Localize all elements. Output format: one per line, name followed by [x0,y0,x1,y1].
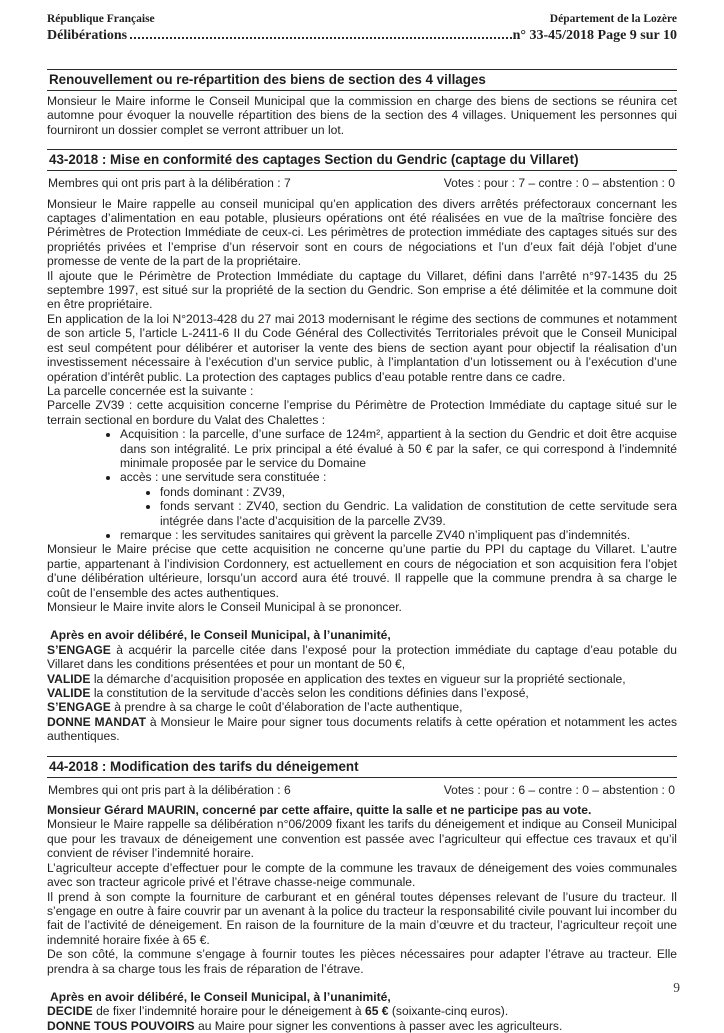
paragraph: Il prend à son compte la fourniture de carburant et en général toutes dépenses relevant de l’usure du tracteur. Il s’engage en outre à faire couvrir par un avenant à la police du tracteur la responsabilité civile pouvant lui incomber du fait de l’activité de déneigement. En raison de la fourniture de la main d’œuvre et du tracteur, l’agriculteur reçoit une indemnité horaire fixée à 65 €. [47,889,677,947]
decision-text: la constitution de la servitude d’accès selon les conditions définies dans l’exposé, [90,686,529,701]
paragraph: La parcelle concernée est la suivante : [47,383,254,398]
bullet-list [47,427,677,542]
paragraph: De son côté, la commune s’engage à fournir toutes les pièces nécessaires pour adapter l’étrave au tracteur. Elle prendra à sa charge tous les frais de réparation de l’étrave. [47,947,677,976]
decision-text: la démarche d’acquisition proposée en application des textes en vigueur sur la propriété sectionale, [90,671,626,686]
sub-bullet-fonds-servant: • fonds servant : ZV40, section du Gendric. La validation de constitution de cette servitude sera intégrée dans l’acte d’acquisition de la parcelle ZV39. [160,499,677,528]
paragraph: Parcelle ZV39 : cette acquisition concerne l’emprise du Périmètre de Protection Immédiate du captage situé sur le terrain sectional en bordure du Valat des Chalettes : [47,398,677,427]
decision-tail: (soixante-cinq euros). [388,1004,509,1019]
page-number: 9 [673,980,680,995]
decision-lead: DONNE MANDAT [47,714,147,729]
decision-line [47,672,677,686]
resolution-block [47,628,677,743]
paragraph: Il ajoute que le Périmètre de Protection Immédiate du captage du Villaret, défini dans l’arrêté n°97-1435 du 25 septembre 1997, est situé sur la propriété de la section du Gendric. Son emprise a été délimitée et la commune doit en être propriétaire. [47,268,677,312]
dotted-leader [130,36,511,39]
header-republique: République Française [47,13,155,25]
section-renouvellement [47,69,677,137]
header-deliberations-label: Délibérations [47,28,128,43]
sub-bullet-fonds-dominant: • fonds dominant : ZV39, [160,485,677,499]
decision-line [47,1019,677,1033]
membres-count: Membres qui ont pris part à la délibération : 6 [48,782,291,797]
decision-text: à Monsieur le Maire pour signer tous documents relatifs à cette opération et notamment les actes authentiques. [47,714,677,744]
decision-lead: DECIDE [47,1004,93,1019]
decision-amount: 65 € [364,1004,389,1019]
paragraph: En application de la loi N°2013-428 du 27 mai 2013 modernisant le régime des sections de communes et notamment de son article 5, l’article L-2411-6 II du Code Général des Collectivités Territoriales prévoit que le Conseil Municipal est seul compétent pour délibérer et autoriser la vente des biens de section ayant pour objectif la réalisation d’un investissement nécessaire à l’exécution d’un service public, à l’implantation d’un lotissement ou à l’exécution d’une opération d’intérêt public. La protection des captages publics d’eau potable rentre dans ce cadre. [47,311,677,384]
section-43-2018 [47,149,677,743]
bullet-acces [120,470,677,528]
decision-line [47,643,677,672]
deliberation-meta-row [47,176,677,190]
recusal-notice: Monsieur Gérard MAURIN, concerné par cette affaire, quitte la salle et ne participe pas au vote. [47,803,592,818]
header-departement: Département de la Lozère [549,13,677,25]
page-header [47,13,677,44]
paragraph: Monsieur le Maire invite alors le Conseil Municipal à se prononcer. [47,600,402,614]
bullet-remarque: • remarque : les servitudes sanitaires qui grèvent la parcelle ZV40 n’impliquent pas d’indemnités. [120,528,677,542]
header-row-2 [47,28,677,44]
decision-lead: VALIDE [47,671,91,686]
section-title: Renouvellement ou re-répartition des biens de section des 4 villages [47,69,677,91]
paragraph: Monsieur le Maire rappelle sa délibération n°06/2009 fixant les tarifs du déneigement et indique au Conseil Municipal que pour les travaux de déneigement une convention est passée avec l’agriculteur qui effectue ces travaux et qu’il convient de réviser l’indemnité horaire. [47,817,677,861]
decision-line [47,1004,677,1018]
bullet-acces-text: accès : une servitude sera constituée : [120,470,327,485]
section-title: 43-2018 : Mise en conformité des captages Section du Gendric (captage du Villaret) [47,149,677,171]
paragraph: Monsieur le Maire précise que cette acquisition ne concerne qu’une partie du PPI du captage du Villaret. L’autre partie, appartenant à l’indivision Cordonnery, est actuellement en cours de négociation et son acquisition fera l’objet d’une délibération ultérieure, lorsqu’un accord aura été trouvé. Il rappelle que la commune prendra à sa charge le coût de l’ensemble des actes authentiques. [47,542,677,600]
decision-text: de fixer l’indemnité horaire pour le déneigement à [92,1004,365,1019]
section-body [47,94,677,137]
decision-text: au Maire pour signer les conventions à passer avec les agriculteurs. [194,1018,563,1033]
header-doc-ref: n° 33-45/2018 Page 9 sur 10 [512,28,677,43]
decision-line [47,700,677,714]
header-row-1 [47,13,677,25]
section-44-2018 [47,756,677,1033]
paragraph: Monsieur le Maire informe le Conseil Municipal que la commission en charge des biens de sections se réunira cet automne pour évoquer la nouvelle répartition des biens de la section des 4 villages. Uniquement les personnes qui fourniront un dossier complet se verront attribuer un lot. [47,94,677,137]
deliberation-meta-row [47,783,677,797]
decision-line [47,686,677,700]
resolution-intro: Après en avoir délibéré, le Conseil Municipal, à l’unanimité, [50,989,391,1004]
section-body [47,803,677,976]
decision-lead: DONNE TOUS POUVOIRS [47,1018,195,1033]
resolution-block [47,990,677,1033]
sub-bullet-list [120,485,677,528]
decision-line [47,715,677,744]
paragraph: Monsieur le Maire rappelle au conseil municipal qu’en application des divers arrêtés préfectoraux concernant les captages d’alimentation en eau potable, plusieurs opérations ont été réalisées en vue de la maîtrise foncière des Périmètres de Protection Immédiate de ceux-ci. Les périmètres de protection immédiate des captages situés sur des propriétés privées et l’emprise d’un réservoir sont en cours de négociations et l’un d’eux fait déjà l’objet d’une promesse de vente de la part de la propriétaire. [47,196,677,269]
decision-text: à prendre à sa charge le coût d’élaboration de l’acte authentique, [110,700,463,715]
paragraph: L’agriculteur accepte d’effectuer pour le compte de la commune les travaux de déneigement des voies communales avec son tracteur agricole privé et l’étrave chasse-neige communale. [47,860,677,890]
section-title: 44-2018 : Modification des tarifs du déneigement [47,756,677,778]
decision-lead: S’ENGAGE [47,642,111,657]
bullet-acquisition: • Acquisition : la parcelle, d’une surface de 124m², appartient à la section du Gendric et doit être acquise dans son intégralité. Le prix principal a été évalué à 50 € par la safer, ce qui correspond à l’indemnité minimale proposée par le service du Domaine [120,427,677,470]
votes-summary: Votes : pour : 6 – contre : 0 – abstention : 0 [443,782,675,797]
membres-count: Membres qui ont pris part à la délibération : 7 [48,176,291,191]
section-body [47,197,677,615]
decision-lead: VALIDE [47,686,91,701]
votes-summary: Votes : pour : 7 – contre : 0 – abstention : 0 [443,176,675,191]
resolution-intro: Après en avoir délibéré, le Conseil Municipal, à l’unanimité, [50,628,391,643]
decision-lead: S’ENGAGE [47,700,111,715]
decision-text: à acquérir la parcelle citée dans l’exposé pour la protection immédiate du captage d’eau potable du Villaret dans les conditions présentées et pour un montant de 50 €, [47,642,677,672]
